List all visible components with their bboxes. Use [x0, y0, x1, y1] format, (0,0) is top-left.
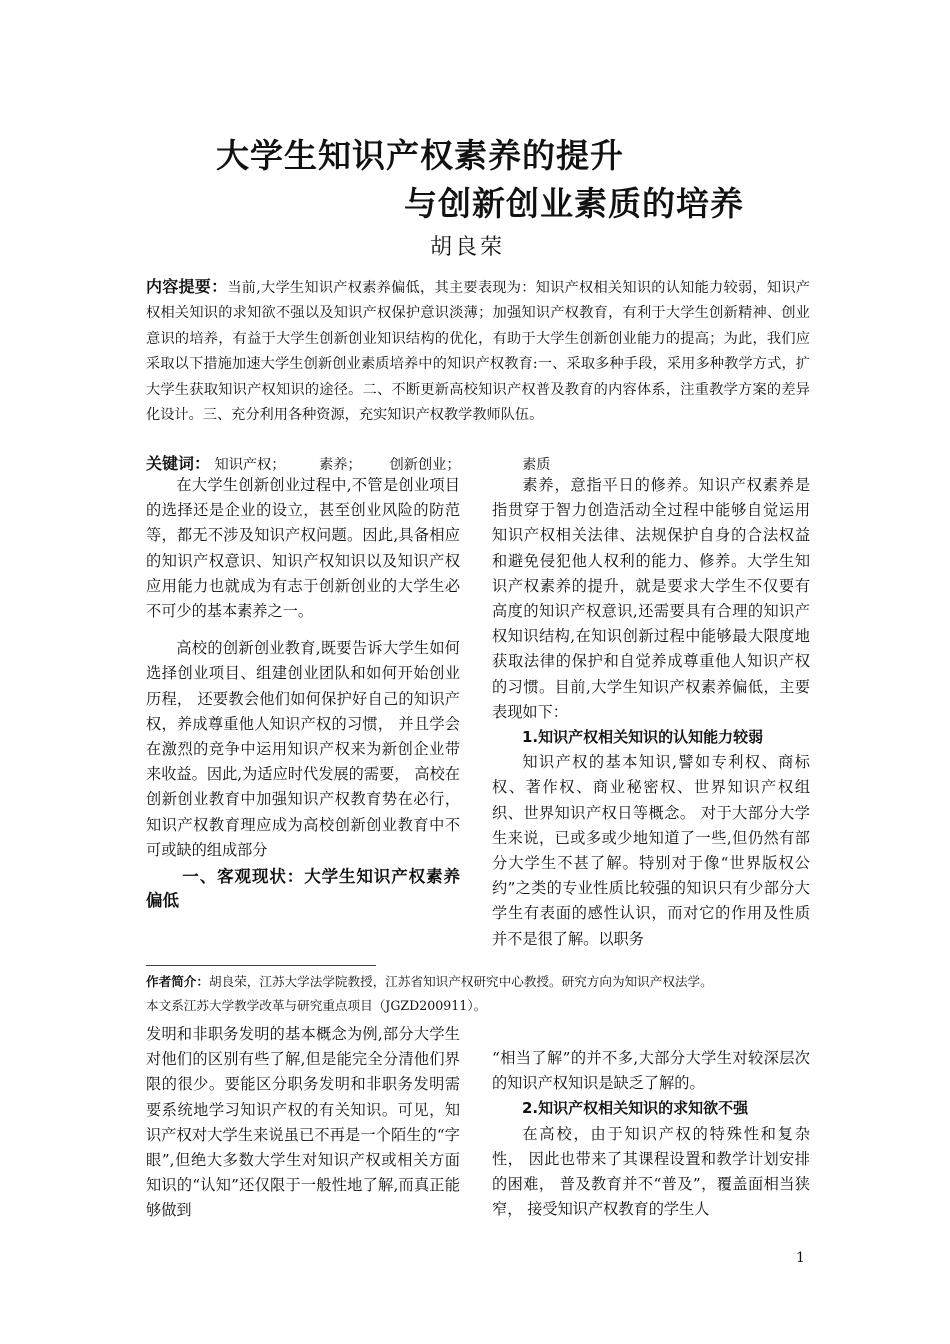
section-heading: 一、客观现状：大学生知识产权素养偏低 — [146, 867, 460, 911]
abstract-text: 当前,大学生知识产权素养偏低，其主要表现为：知识产权相关知识的认知能力较弱，知识产权相关知识的求知欲不强以及知识产权保护意识淡薄；加强知识产权教育，有利于大学生创新精神、创业意识的培养，有益于大学生创新创业知识结构的优化，有助于大学生创新创业能力的提高；为此，我们应采取以下措施加速大学生创新创业素质培养中的知识产权教育:一、采取多种手段，采用多种教学方式，扩大学生获取知识产权知识的途径。二、不断更新高校知识产权普及教育的内容体系，注重教学方案的差异化设计。三、充分利用各种资源，充实知识产权教学教师队伍。 — [146, 280, 810, 424]
keyword-item: 创新创业； — [389, 457, 461, 473]
paragraph: “相当了解”的并不多,大部分大学生对较深层次的知识产权知识是缺乏了解的。 — [492, 1049, 810, 1093]
keyword-item: 素质 — [522, 457, 551, 473]
left-column — [146, 473, 460, 913]
lower-right-column — [492, 1046, 810, 1222]
paragraph: 高校的创新创业教育,既要告诉大学生如何选择创业项目、组建创业团队和如何开始创业历程， 还要教会他们如何保护好自己的知识产权，养成尊重他人知识产权的习惯， 并且学会在激烈的竞争中运用知识产权来为新创企业带来收益。因此,为适应时代发展的需要， 高校在创新创业教育中加强知识产权教育势在必行， 知识产权教育理应成为高校创新创业教育中不可或缺的组成部分 — [146, 639, 460, 859]
paragraph: 在高校，由于知识产权的特殊性和复杂性， 因此也带来了其课程设置和教学计划安排的困难， 普及教育并不“普及”，覆盖面相当狭窄， 接受知识产权教育的学生人 — [492, 1124, 810, 1219]
footnote-label: 作者简介： — [146, 974, 209, 989]
keyword-item: 知识产权； — [214, 457, 286, 473]
paragraph: 知识产权的基本知识,譬如专利权、商标权、著作权、商业秘密权、世界知识产权组织、世界知识产权日等概念。 对于大部分大学生来说，已或多或少地知道了一些,但仍然有部分大学生不甚了解。特别对于像“世界版权公约”之类的专业性质比较强的知识只有少部分大学生有表面的感性认识，而对它的作用及性质并不是很了解。以职务 — [492, 753, 810, 948]
footnote-bio: 胡良荣，江苏大学法学院教授，江苏省知识产权研究中心教授。研究方向为知识产权法学。 — [208, 974, 713, 989]
abstract-label: 内容提要： — [146, 277, 228, 296]
project-note: 本文系江苏大学教学改革与研究重点项目（JGZD200911）。 — [146, 998, 487, 1013]
keyword-item: 素养； — [319, 457, 362, 473]
subsection-heading: 2.知识产权相关知识的求知欲不强 — [522, 1099, 749, 1118]
keywords-label: 关键词： — [146, 454, 211, 473]
paragraph: 素养，意指平日的修养。知识产权素养是指贯穿于智力创造活动全过程中能够自觉运用知识产权相关法律、法规保护自身的合法权益和避免侵犯他人权利的能力、修养。大学生知识产权素养的提升，就是要求大学生不仅要有高度的知识产权意识,还需要具有合理的知识产权知识结构,在知识创新过程中能够最大限度地获取法律的保护和自觉养成尊重他人知识产权的习惯。目前,大学生知识产权素养偏低，主要表现如下： — [492, 476, 810, 721]
author-bio — [146, 970, 816, 994]
paragraph: 在大学生创新创业过程中,不管是创业项目的选择还是企业的设立，甚至创业风险的防范等，都无不涉及知识产权问题。因此,具备相应的知识产权意识、知识产权知识以及知识产权应用能力也就成为有志于创新创业的大学生必不可少的基本素养之一。 — [146, 476, 460, 621]
abstract — [146, 274, 810, 428]
title-line-1: 大学生知识产权素养的提升 — [216, 136, 624, 175]
keywords — [146, 451, 810, 474]
title-line-2: 与创新创业素质的培养 — [404, 184, 744, 223]
footnote-divider — [146, 965, 376, 966]
subsection-heading: 1.知识产权相关知识的认知能力较弱 — [522, 728, 764, 747]
paragraph: 发明和非职务发明的基本概念为例,部分大学生对他们的区别有些了解,但是能完全分清他们界限的很少。要能区分职务发明和非职务发明需要系统地学习知识产权的有关知识。可见，知识产权对大学生来说虽已不再是一个陌生的“字眼”,但绝大多数大学生对知识产权或相关方面知识的“认知”还仅限于一般性地了解,而真正能够做到 — [146, 1025, 460, 1220]
author-name: 胡良荣 — [430, 235, 506, 260]
footnote — [146, 970, 816, 1018]
lower-left-column — [146, 1022, 460, 1224]
page-number: 1 — [796, 1250, 805, 1266]
right-column — [492, 473, 810, 952]
